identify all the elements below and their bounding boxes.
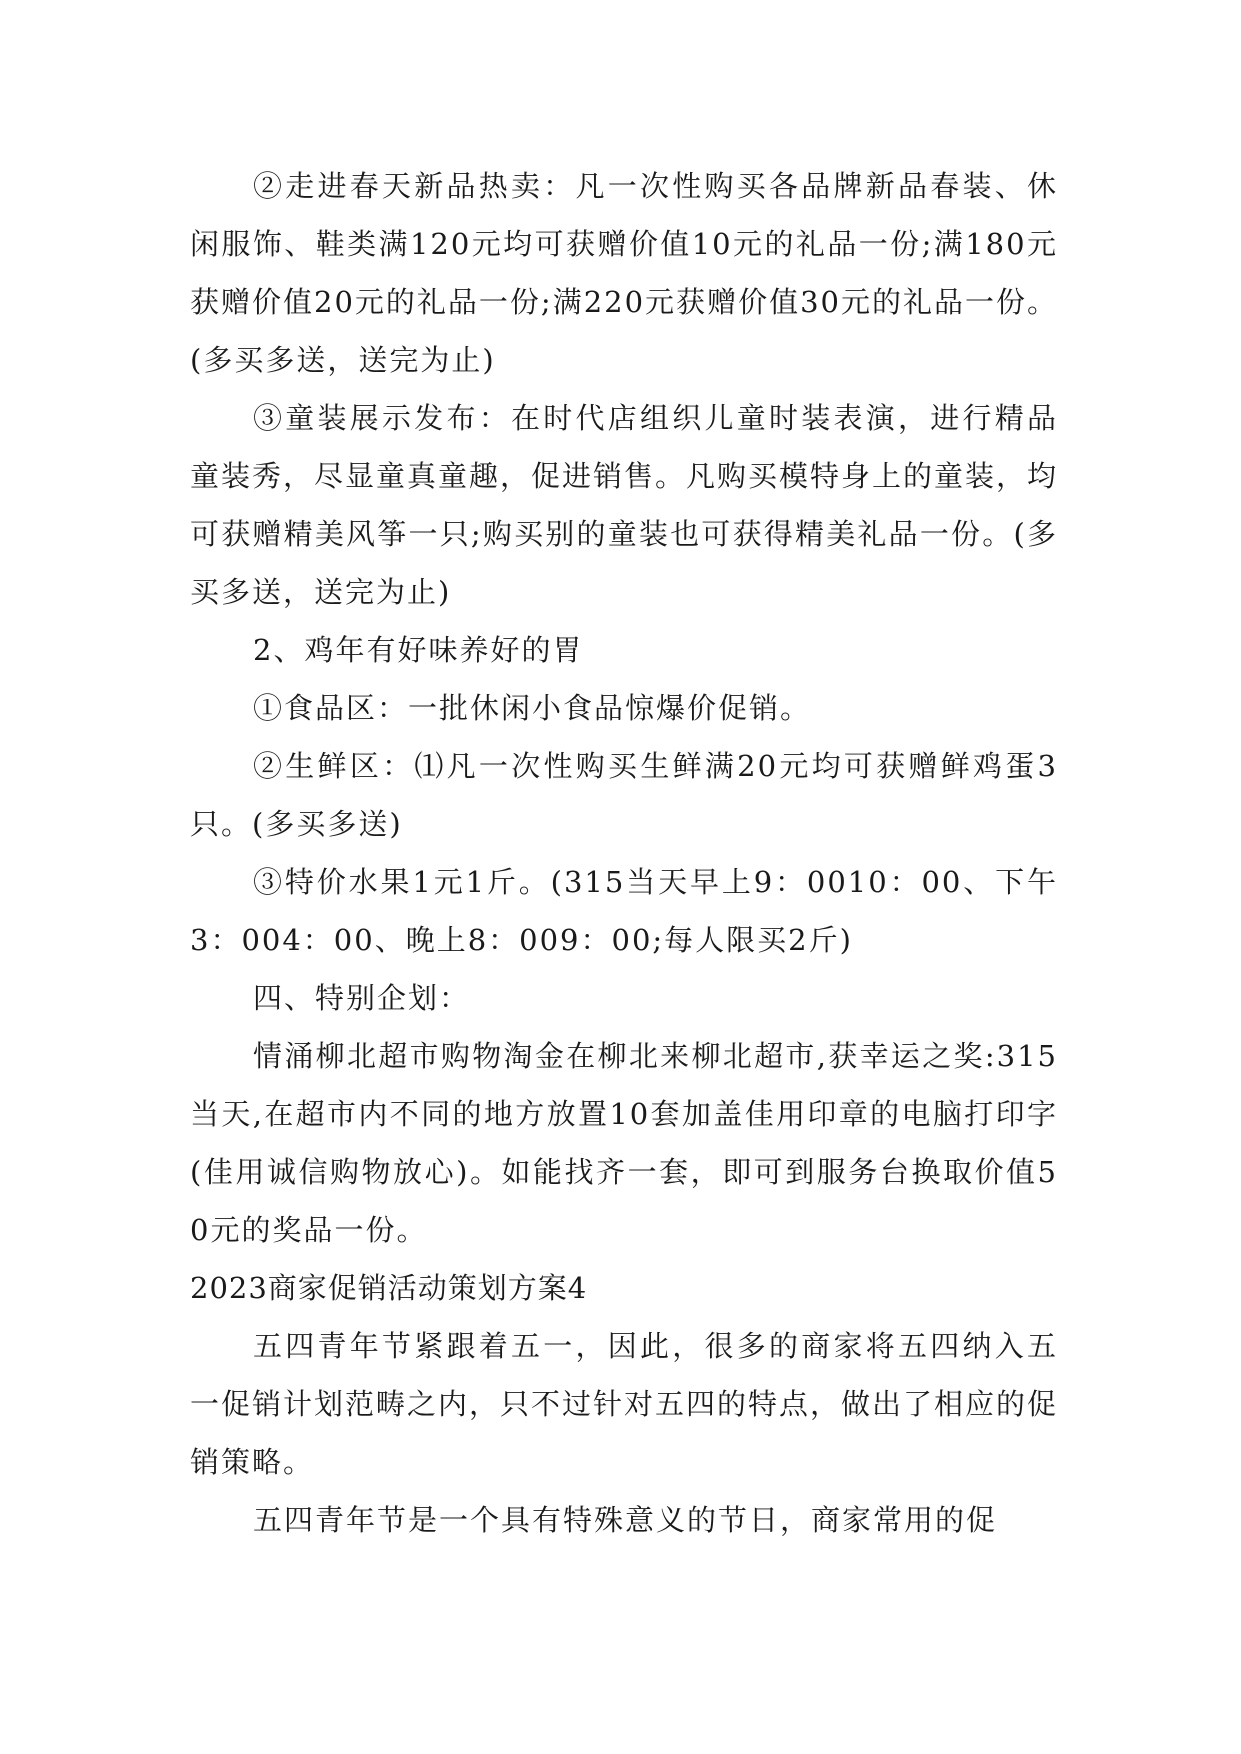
- document-body: [190, 157, 1058, 1549]
- section-heading: 2023商家促销活动策划方案4: [190, 1271, 588, 1305]
- paragraph-youth-day-meaning: 五四青年节是一个具有特殊意义的节日，商家常用的促: [253, 1503, 998, 1537]
- paragraph-youth-day-intro: 五四青年节紧跟着五一，因此，很多的商家将五四纳入五一促销计划范畴之内，只不过针对五四的特点，做出了相应的促销策略。: [190, 1329, 1059, 1479]
- paragraph-special-plan-heading: 四、特别企划：: [253, 981, 471, 1015]
- paragraph-treasure-hunt: 情涌柳北超市购物淘金在柳北来柳北超市,获幸运之奖:315当天,在超市内不同的地方放置10套加盖佳用印章的电脑打印字(佳用诚信购物放心)。如能找齐一套，即可到服务台换取价值50元的奖品一份。: [190, 1039, 1058, 1247]
- paragraph-food-subheading: 2、鸡年有好味养好的胃: [253, 633, 584, 667]
- paragraph-special-fruit: ③特价水果1元1斤。(315当天早上9：0010：00、下午3：004：00、晚上8：009：00;每人限买2斤): [190, 865, 1058, 957]
- paragraph-kids-fashion-show: ③童装展示发布：在时代店组织儿童时装表演，进行精品童装秀，尽显童真童趣，促进销售。凡购买模特身上的童装，均可获赠精美风筝一只;购买别的童装也可获得精美礼品一份。(多买多送，送完为止): [190, 401, 1059, 609]
- paragraph-new-spring-sale: ②走进春天新品热卖：凡一次性购买各品牌新品春装、休闲服饰、鞋类满120元均可获赠价值10元的礼品一份;满180元获赠价值20元的礼品一份;满220元获赠价值30元的礼品一份。(多买多送，送完为止): [190, 169, 1058, 377]
- paragraph-fresh-area: ②生鲜区：⑴凡一次性购买生鲜满20元均可获赠鲜鸡蛋3只。(多买多送): [190, 749, 1058, 841]
- paragraph-snack-area: ①食品区：一批休闲小食品惊爆价促销。: [253, 691, 812, 725]
